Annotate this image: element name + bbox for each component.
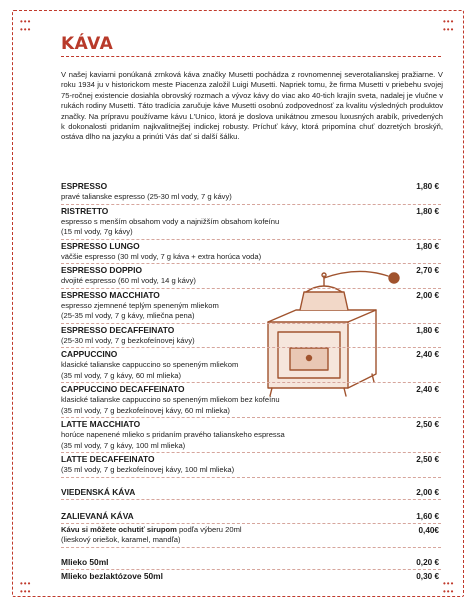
syrup-note-bold: Kávu si môžete ochutiť sirupom bbox=[61, 524, 177, 534]
item-description: horúce napenené mlieko s pridaním pravého talianskeho espressa bbox=[61, 430, 285, 439]
menu-item bbox=[61, 181, 441, 203]
menu-item bbox=[61, 265, 441, 287]
syrup-flavors: (lieskový oriešok, karamel, mandľa) bbox=[61, 535, 181, 544]
item-name: VIEDENSKÁ KÁVA bbox=[61, 486, 136, 497]
item-price: 2,40 € bbox=[416, 385, 439, 394]
item-price: 0,40€ bbox=[418, 525, 439, 535]
syrup-note bbox=[61, 525, 441, 546]
item-name: Mlieko 50ml bbox=[61, 556, 109, 567]
item-name: RISTRETTO bbox=[61, 205, 109, 216]
corner-ornament: ••• ••• bbox=[20, 17, 32, 34]
item-price: 2,00 € bbox=[416, 290, 439, 300]
item-description: dvojité espresso (60 ml vody, 14 g kávy) bbox=[61, 276, 196, 285]
item-price: 1,80 € bbox=[416, 182, 439, 191]
menu-item bbox=[61, 290, 441, 322]
divider bbox=[61, 523, 441, 524]
item-description: (15 ml vody, 7g kávy) bbox=[61, 227, 133, 236]
item-name: CAPPUCCINO bbox=[61, 349, 118, 359]
divider bbox=[61, 204, 441, 205]
item-price: 0,30 € bbox=[416, 571, 439, 581]
divider bbox=[61, 239, 441, 240]
item-price: 2,50 € bbox=[416, 455, 439, 464]
item-name: LATTE DECAFFEINATO bbox=[61, 454, 155, 464]
divider bbox=[61, 452, 441, 453]
item-description: (35 ml vody, 7 g kávy, 60 ml mlieka) bbox=[61, 370, 181, 380]
menu-item-viedenska bbox=[61, 487, 441, 498]
item-price: 2,70 € bbox=[416, 266, 439, 275]
item-description: klasické talianske cappuccino so speneným mliekom bbox=[61, 360, 239, 369]
item-name: ESPRESSO bbox=[61, 181, 108, 191]
intro-paragraph: V našej kaviarni ponúkaná zrnková káva značky Musetti pochádza z rovnomennej severotalianskej pražiarne. V roku 1934 ju v historickom meste Piacenza založil Luigi Musetti. Napriek tomu, že firma Musetti v priebehu svojej 75-ročnej existencie dosiahla obrovský rozmach a vývoz kávy do viac ako 40-tich krajín sveta, nadalej je vlučne v rukách rodiny Musetti. Táto tradícia zaručuje káve Musetti osobnú zodpovednosť za kvalitu výsledných produktov značky. Na prípravu používame kávu L'Unico, ktorá je doslova unikátnou zmesou luxusných arabík, privedených k dokonalosti pridaním najkvalitnejšej indickej robusty. Príchuť kávy, ktorá pripomína chuť dozretých broskýň, ostáva dlho na jazyku a prinúti Vás dať si další šálku. bbox=[61, 70, 443, 142]
divider bbox=[61, 288, 441, 289]
title-divider bbox=[61, 56, 441, 57]
menu-item bbox=[61, 384, 441, 416]
menu-item-milk-lactose-free bbox=[61, 571, 441, 582]
corner-ornament: ••• ••• bbox=[443, 579, 455, 596]
divider bbox=[61, 323, 441, 324]
menu-item bbox=[61, 349, 441, 381]
item-price: 2,50 € bbox=[416, 420, 439, 429]
item-price: 1,80 € bbox=[416, 241, 439, 251]
menu-list bbox=[61, 181, 441, 582]
item-description: (35 ml vody, 7 g bezkofeínovej kávy, 60 ml mlieka) bbox=[61, 405, 230, 415]
divider bbox=[61, 499, 441, 500]
item-description: (25-30 ml vody, 7 g bezkofeínovej kávy) bbox=[61, 335, 195, 345]
menu-item-milk bbox=[61, 557, 441, 568]
divider bbox=[61, 417, 441, 418]
item-description: espresso zjemnené teplým speneným mliekom bbox=[61, 300, 219, 310]
item-price: 2,40 € bbox=[416, 350, 439, 359]
menu-item bbox=[61, 325, 441, 347]
item-description: pravé talianske espresso (25-30 ml vody, 7 g kávy) bbox=[61, 192, 232, 201]
corner-ornament: ••• ••• bbox=[20, 579, 32, 596]
item-price: 1,80 € bbox=[416, 325, 439, 335]
syrup-note-rest: podľa výberu 20ml bbox=[176, 524, 242, 534]
corner-ornament: ••• ••• bbox=[443, 17, 455, 34]
divider bbox=[61, 382, 441, 383]
item-price: 1,80 € bbox=[416, 206, 439, 216]
menu-item-zalievana bbox=[61, 511, 441, 522]
menu-item bbox=[61, 454, 441, 476]
item-description: espresso s menším obsahom vody a najnižším obsahom kofeínu bbox=[61, 216, 280, 226]
divider bbox=[61, 477, 441, 478]
divider bbox=[61, 263, 441, 264]
item-name: ESPRESSO DOPPIO bbox=[61, 265, 142, 275]
item-description: (25-35 ml vody, 7 g kávy, mliečna pena) bbox=[61, 311, 195, 320]
menu-item bbox=[61, 419, 441, 451]
divider bbox=[61, 547, 441, 548]
item-name: LATTE MACCHIATO bbox=[61, 419, 141, 429]
item-description: (35 ml vody, 7 g kávy, 100 ml mlieka) bbox=[61, 440, 186, 450]
item-description: väčšie espresso (30 ml vody, 7 g káva + extra horúca voda) bbox=[61, 251, 262, 261]
item-name: ZALIEVANÁ KÁVA bbox=[61, 510, 134, 521]
item-name: CAPPUCCINO DECAFFEINATO bbox=[61, 384, 185, 394]
page-title: KÁVA bbox=[61, 34, 114, 54]
divider bbox=[61, 347, 441, 348]
item-name: Mlieko bezlaktózove 50ml bbox=[61, 570, 163, 581]
item-description: klasické talianske cappuccino so speneným mliekom bez kofeínu bbox=[61, 395, 280, 404]
item-name: ESPRESSO DECAFFEINATO bbox=[61, 324, 175, 335]
item-description: (35 ml vody, 7 g bezkofeínovej kávy, 100 ml mlieka) bbox=[61, 465, 235, 474]
menu-item bbox=[61, 206, 441, 238]
item-name: ESPRESSO LUNGO bbox=[61, 240, 140, 251]
item-name: ESPRESSO MACCHIATO bbox=[61, 289, 160, 300]
item-price: 0,20 € bbox=[416, 557, 439, 567]
divider bbox=[61, 569, 441, 570]
item-price: 2,00 € bbox=[416, 487, 439, 497]
menu-item bbox=[61, 241, 441, 263]
item-price: 1,60 € bbox=[416, 511, 439, 521]
